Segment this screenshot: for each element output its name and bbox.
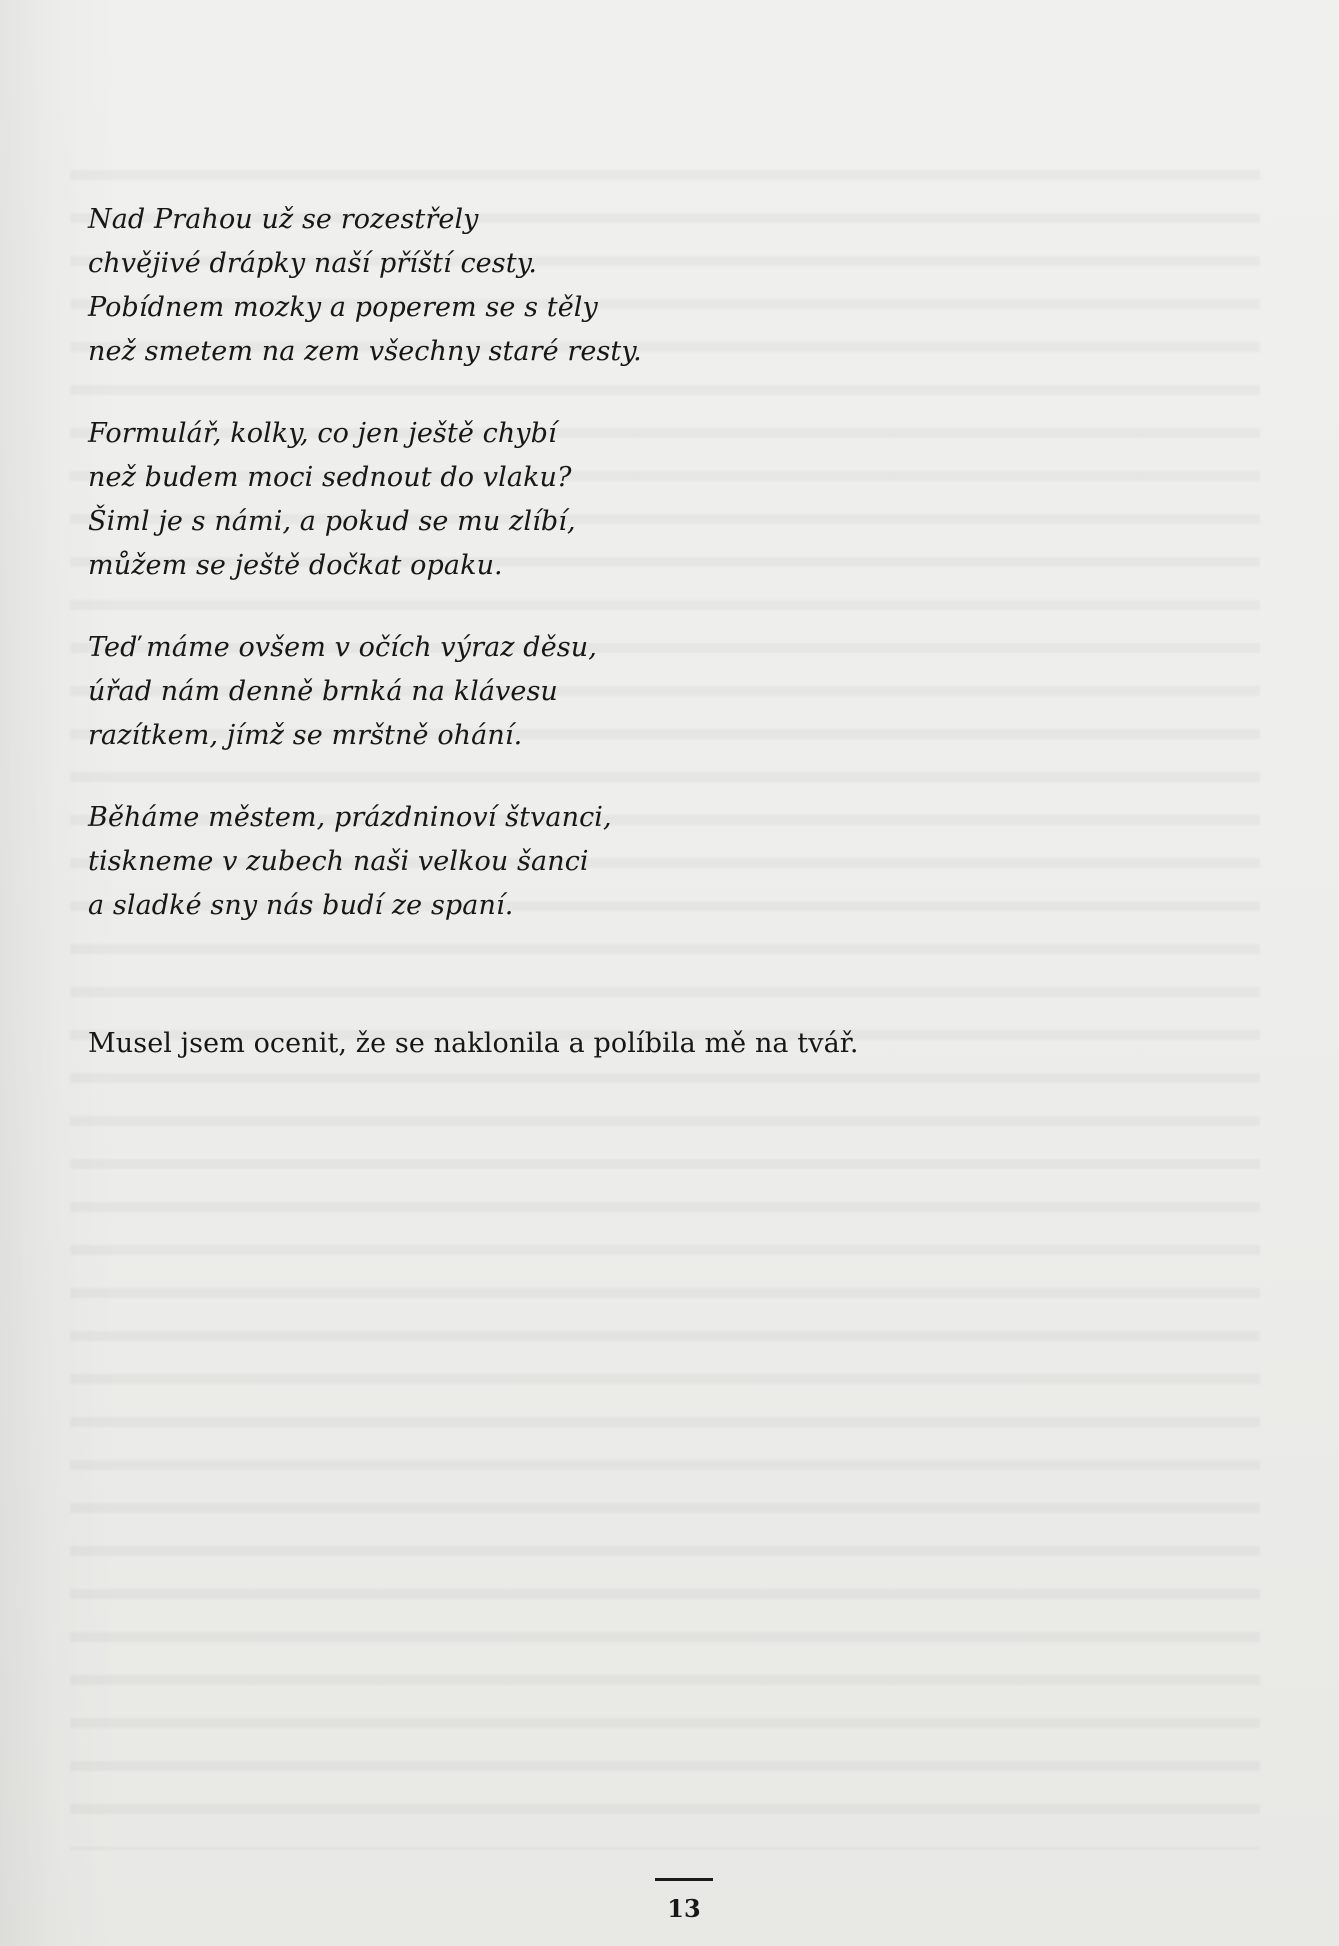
poem-line: chvějivé drápky naší příští cesty.: [88, 248, 538, 279]
stanza: [88, 198, 1088, 374]
poem-line: úřad nám denně brnká na klávesu: [88, 676, 558, 707]
poem-line: Šiml je s námi, a pokud se mu zlíbí,: [88, 506, 576, 537]
poem-line: tiskneme v zubech naši velkou šanci: [88, 846, 589, 877]
poem: [88, 198, 1088, 966]
stanza: [88, 626, 1088, 758]
poem-line: Běháme městem, prázdninoví štvanci,: [88, 802, 612, 833]
poem-line: než smetem na zem všechny staré resty.: [88, 336, 642, 367]
poem-line: a sladké sny nás budí ze spaní.: [88, 890, 514, 921]
poem-line: Pobídnem mozky a poperem se s těly: [88, 292, 598, 323]
poem-line: Nad Prahou už se rozestřely: [88, 204, 479, 235]
stanza: [88, 412, 1088, 588]
poem-line: než budem moci sednout do vlaku?: [88, 462, 572, 493]
poem-line: Teď máme ovšem v očích výraz děsu,: [88, 632, 597, 663]
stanza: [88, 796, 1088, 928]
poem-line: Formulář, kolky, co jen ještě chybí: [88, 418, 557, 449]
prose-paragraph: Musel jsem ocenit, že se naklonila a políbila mě na tvář.: [88, 1028, 859, 1059]
poem-line: můžem se ještě dočkat opaku.: [88, 550, 503, 581]
poem-line: razítkem, jímž se mrštně ohání.: [88, 720, 523, 751]
folio-rule: [655, 1878, 713, 1881]
page-number: 13: [667, 1894, 701, 1923]
